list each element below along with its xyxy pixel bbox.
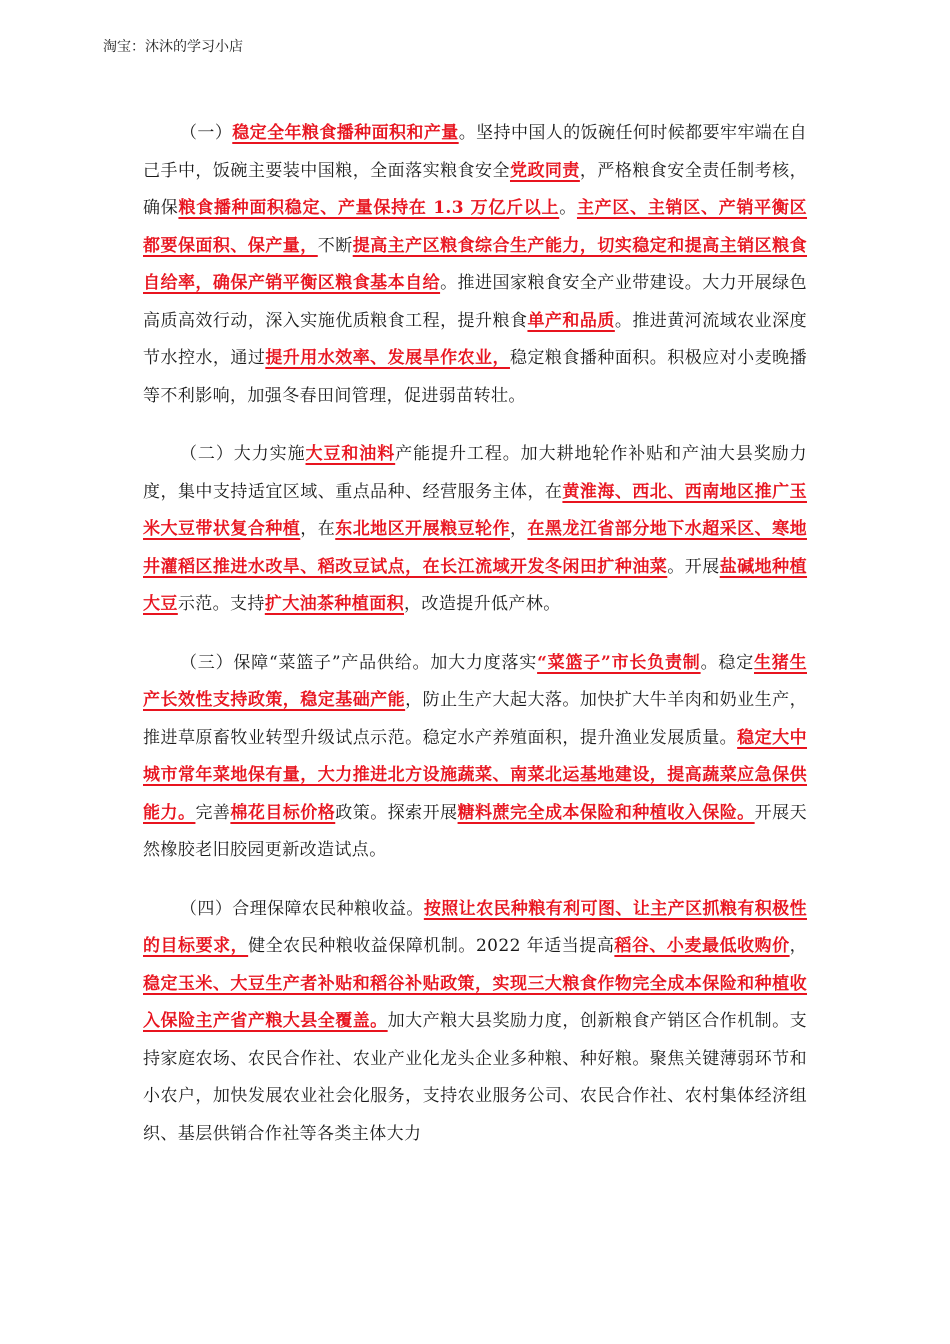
body-text: 。推进国家粮食安全产业带建设。大力开展绿色高质高效行动，深入实施优质粮食工程，提升粮食 xyxy=(143,273,807,331)
highlighted-text: 在黑龙江省部分地下水超采区、寒地井灌稻区推进水改旱、稻改豆试点，在长江流域开发冬闲田扩种油菜 xyxy=(143,519,807,577)
highlighted-text: 棉花目标价格 xyxy=(230,802,336,823)
body-text: 。稳定 xyxy=(700,652,754,673)
highlighted-text: 党政同责 xyxy=(509,160,580,181)
highlighted-text: 稳定全年粮食播种面积和产量 xyxy=(232,123,459,143)
body-text: 加大产粮大县奖励力度，创新粮食产销区合作机制。支持家庭农场、农民合作社、农业产业化龙头企业多种粮、种好粮。聚焦关键薄弱环节和小农户，加快发展农业社会化服务，支持农业服务公司、农民合作社、农村集体经济组织、基层供销合作社等各类主体大力 xyxy=(143,1011,807,1144)
document-body xyxy=(143,115,807,1174)
highlighted-text: 东北地区开展粮豆轮作 xyxy=(335,519,510,539)
body-text: 开展天然橡胶老旧胶园更新改造试点。 xyxy=(143,802,807,860)
highlighted-text: “菜篮子”市长负责制 xyxy=(537,652,701,673)
highlighted-text: 扩大油茶种植面积 xyxy=(264,594,405,614)
highlighted-text: 主产区、主销区、产销平衡区都要保面积、保产量， xyxy=(143,198,808,256)
body-text: 健全农民种粮收益保障机制。2022 年适当提高 xyxy=(248,936,615,956)
highlighted-text: 粮食播种面积稳定、产量保持在 1.3 万亿斤以上 xyxy=(178,198,560,218)
highlighted-text: 糖料蔗完全成本保险和种植收入保险。 xyxy=(457,802,755,823)
paragraph-1 xyxy=(143,115,807,415)
highlighted-text: 提升用水效率、发展旱作农业， xyxy=(265,348,510,368)
paragraph-4 xyxy=(143,891,807,1154)
body-text: 完善 xyxy=(195,802,231,823)
body-text: 不断 xyxy=(317,235,353,256)
body-text: （四）合理保障农民种粮收益。 xyxy=(180,898,424,919)
body-text: ， xyxy=(789,936,807,956)
page-header: 淘宝：沐沐的学习小店 xyxy=(103,39,243,55)
body-text: （二）大力实施 xyxy=(180,444,306,464)
body-text: 稳定粮食播种面积。积极应对小麦晚播等不利影响，加强冬春田间管理，促进弱苗转壮。 xyxy=(143,348,807,406)
body-text: ，在 xyxy=(300,519,336,539)
highlighted-text: 按照让农民种粮有利可图、让主产区抓粮有积极性的目标要求， xyxy=(143,898,807,956)
body-text: 。推进黄河流域农业深度节水控水，通过 xyxy=(143,310,807,368)
paragraph-3 xyxy=(143,645,807,870)
body-text: ，防止生产大起大落。加快扩大牛羊肉和奶业生产，推进草原畜牧业转型升级试点示范。稳定水产养殖面积，提升渔业发展质量。 xyxy=(143,690,808,748)
body-text: 示范。支持 xyxy=(177,594,265,614)
highlighted-text: 单产和品质 xyxy=(527,310,615,331)
body-text: 。开展 xyxy=(667,556,720,577)
body-text: （一） xyxy=(180,123,233,143)
highlighted-text: 大豆和油料 xyxy=(305,444,396,464)
highlighted-text: 稳定玉米、大豆生产者补贴和稻谷补贴政策，实现三大粮食作物完全成本保险和种植收入保险主产省产粮大县全覆盖。 xyxy=(143,973,807,1031)
body-text: 。坚持中国人的饭碗任何时候都要牢牢端在自己手中，饭碗主要装中国粮，全面落实粮食安全 xyxy=(143,123,808,181)
body-text: ，严格粮食安全责任制考核，确保 xyxy=(143,160,807,218)
highlighted-text: 黄淮海、西北、西南地区推广玉米大豆带状复合种植 xyxy=(143,481,807,539)
body-text: 。 xyxy=(559,198,577,218)
paragraph-2 xyxy=(143,436,807,624)
body-text: 政策。探索开展 xyxy=(335,802,458,823)
highlighted-text: 稻谷、小麦最低收购价 xyxy=(614,936,790,956)
body-text: ，改造提升低产林。 xyxy=(404,594,561,614)
body-text: （三）保障“菜篮子”产品供给。加大力度落实 xyxy=(180,652,538,673)
body-text: 产能提升工程。加大耕地轮作补贴和产油大县奖励力度，集中支持适宜区域、重点品种、经营服务主体，在 xyxy=(143,444,808,502)
highlighted-text: 稳定大中城市常年菜地保有量，大力推进北方设施蔬菜、南菜北运基地建设，提高蔬菜应急保供能力。 xyxy=(143,727,807,823)
body-text: ， xyxy=(509,519,528,539)
highlighted-text: 盐碱地种植大豆 xyxy=(143,556,808,614)
highlighted-text: 生猪生产长效性支持政策，稳定基础产能 xyxy=(143,652,807,710)
highlighted-text: 提高主产区粮食综合生产能力，切实稳定和提高主销区粮食自给率，确保产销平衡区粮食基本自给 xyxy=(143,235,807,293)
